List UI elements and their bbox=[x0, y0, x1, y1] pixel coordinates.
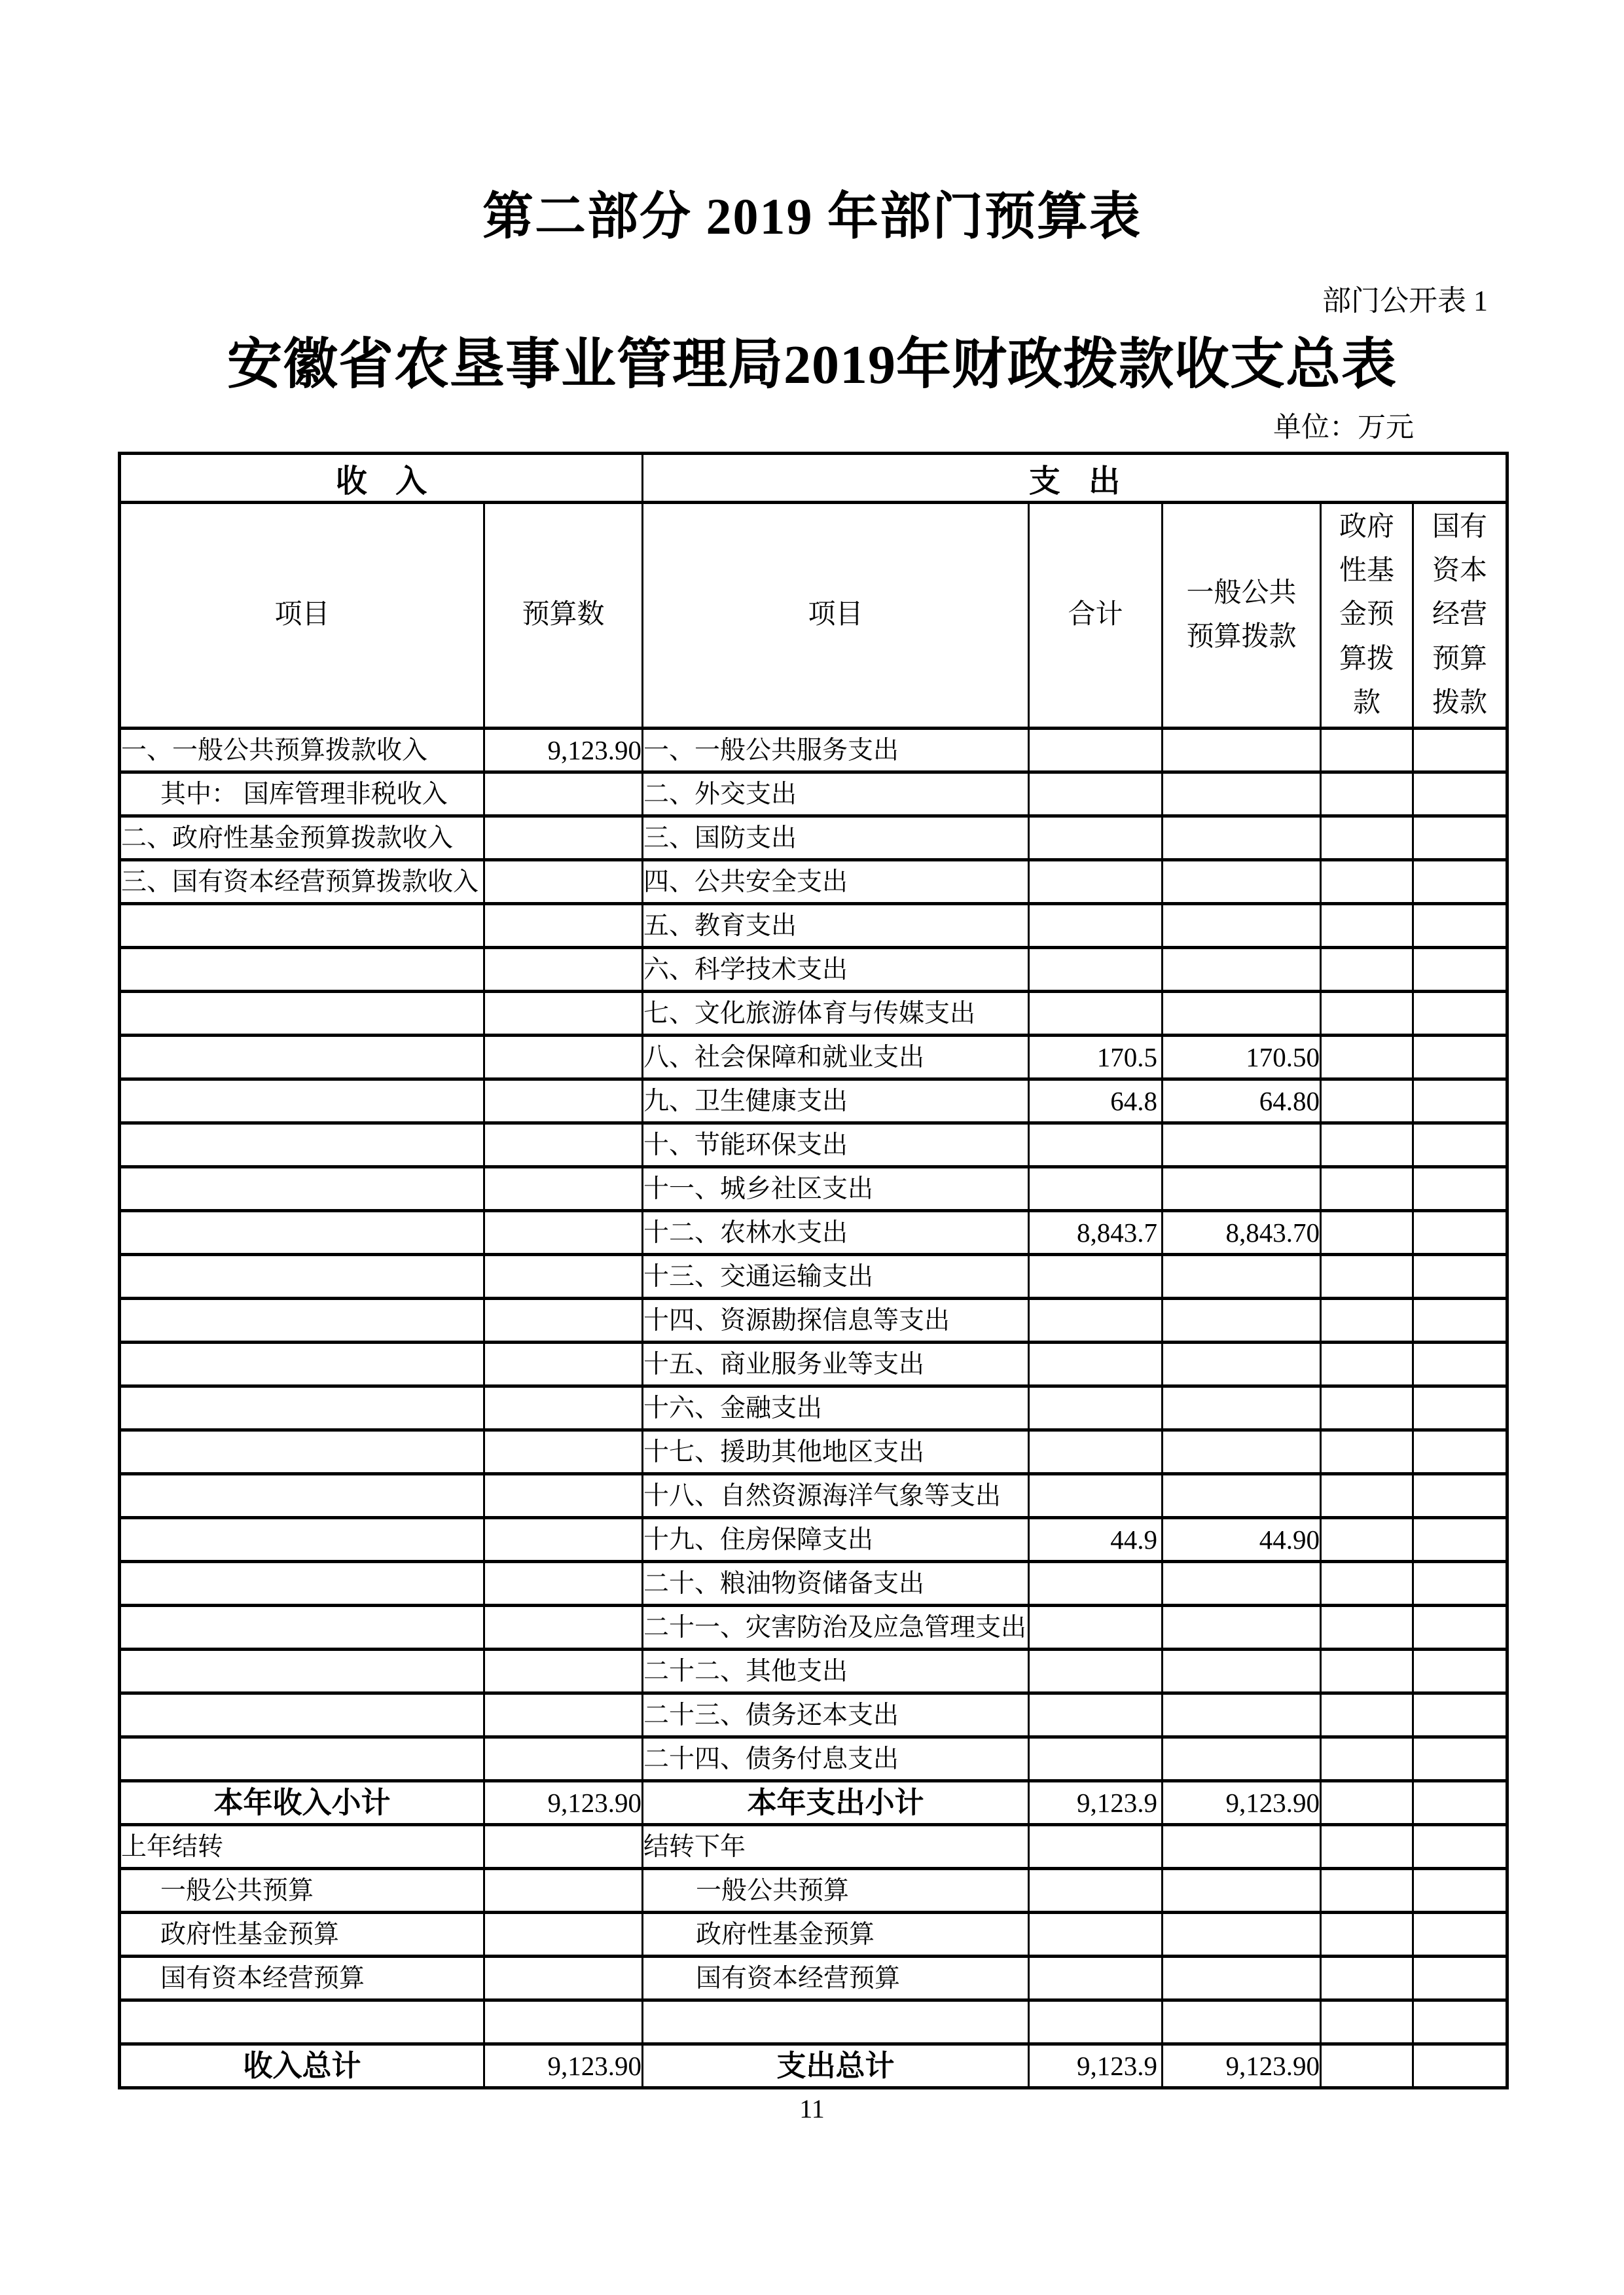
cell-expenditure-item: 十四、资源勘探信息等支出 bbox=[643, 1299, 1029, 1343]
cell-expenditure-item: 八、社会保障和就业支出 bbox=[643, 1036, 1029, 1079]
cell-income-item bbox=[120, 2000, 484, 2044]
cell-expenditure-item: 二十四、债务付息支出 bbox=[643, 1737, 1029, 1781]
cell-expenditure-total bbox=[1029, 772, 1163, 816]
cell-expenditure-total: 44.9 bbox=[1029, 1518, 1163, 1562]
cell-income-budget bbox=[484, 1825, 643, 1869]
cell-expenditure-gov-fund bbox=[1321, 1518, 1413, 1562]
cell-expenditure-item: 本年支出小计 bbox=[643, 1781, 1029, 1825]
cell-expenditure-total bbox=[1029, 1255, 1163, 1299]
group-header-row bbox=[120, 454, 1507, 503]
column-header-state-capital-budget: 国有资本经营预算拨款 bbox=[1413, 503, 1507, 729]
cell-expenditure-item: 五、教育支出 bbox=[643, 904, 1029, 948]
cell-expenditure-gov-fund bbox=[1321, 1913, 1413, 1957]
form-label: 部门公开表 1 bbox=[1322, 285, 1488, 317]
cell-expenditure-gov-fund bbox=[1321, 860, 1413, 904]
cell-expenditure-gov-fund bbox=[1321, 1123, 1413, 1167]
cell-expenditure-state-capital bbox=[1413, 1781, 1507, 1825]
table-row bbox=[120, 1430, 1507, 1474]
page-title: 安徽省农垦事业管理局2019年财政拨款收支总表 bbox=[226, 334, 1397, 395]
cell-expenditure-total bbox=[1029, 1299, 1163, 1343]
cell-income-item bbox=[120, 1255, 484, 1299]
cell-expenditure-total bbox=[1029, 1562, 1163, 1606]
cell-income-budget bbox=[484, 904, 643, 948]
cell-income-budget bbox=[484, 1386, 643, 1430]
cell-expenditure-total bbox=[1029, 1606, 1163, 1650]
cell-income-item bbox=[120, 948, 484, 992]
cell-expenditure-general-public bbox=[1163, 816, 1321, 860]
table-row bbox=[120, 1913, 1507, 1957]
cell-expenditure-total: 8,843.7 bbox=[1029, 1211, 1163, 1255]
cell-expenditure-state-capital bbox=[1413, 772, 1507, 816]
cell-income-item bbox=[120, 1518, 484, 1562]
cell-expenditure-state-capital bbox=[1413, 904, 1507, 948]
cell-expenditure-general-public bbox=[1163, 1299, 1321, 1343]
cell-expenditure-general-public bbox=[1163, 860, 1321, 904]
table-row bbox=[120, 1957, 1507, 2000]
cell-income-budget bbox=[484, 1650, 643, 1693]
cell-income-budget bbox=[484, 948, 643, 992]
table-row bbox=[120, 1737, 1507, 1781]
table-row bbox=[120, 772, 1507, 816]
cell-expenditure-item: 一般公共预算 bbox=[643, 1869, 1029, 1913]
cell-expenditure-state-capital bbox=[1413, 1386, 1507, 1430]
cell-expenditure-total bbox=[1029, 729, 1163, 772]
cell-expenditure-item: 二、外交支出 bbox=[643, 772, 1029, 816]
cell-income-budget bbox=[484, 816, 643, 860]
cell-expenditure-state-capital bbox=[1413, 1650, 1507, 1693]
cell-income-budget bbox=[484, 1255, 643, 1299]
cell-expenditure-item: 十七、援助其他地区支出 bbox=[643, 1430, 1029, 1474]
cell-expenditure-state-capital bbox=[1413, 1430, 1507, 1474]
table-row bbox=[120, 1167, 1507, 1211]
cell-income-budget bbox=[484, 1079, 643, 1123]
cell-expenditure-state-capital bbox=[1413, 1737, 1507, 1781]
cell-expenditure-total bbox=[1029, 816, 1163, 860]
cell-income-budget: 9,123.90 bbox=[484, 1781, 643, 1825]
cell-income-budget bbox=[484, 1737, 643, 1781]
cell-income-item: 政府性基金预算 bbox=[120, 1913, 484, 1957]
cell-income-item: 一、一般公共预算拨款收入 bbox=[120, 729, 484, 772]
cell-expenditure-general-public bbox=[1163, 1825, 1321, 1869]
cell-expenditure-item: 十八、自然资源海洋气象等支出 bbox=[643, 1474, 1029, 1518]
cell-income-item bbox=[120, 1036, 484, 1079]
cell-expenditure-item: 十五、商业服务业等支出 bbox=[643, 1343, 1029, 1386]
cell-income-budget bbox=[484, 1693, 643, 1737]
cell-expenditure-total bbox=[1029, 1957, 1163, 2000]
cell-income-item bbox=[120, 1737, 484, 1781]
cell-income-item: 国有资本经营预算 bbox=[120, 1957, 484, 2000]
cell-income-item: 上年结转 bbox=[120, 1825, 484, 1869]
cell-expenditure-general-public bbox=[1163, 904, 1321, 948]
cell-expenditure-total bbox=[1029, 1825, 1163, 1869]
cell-income-item bbox=[120, 904, 484, 948]
cell-expenditure-item: 十九、住房保障支出 bbox=[643, 1518, 1029, 1562]
cell-income-item bbox=[120, 1562, 484, 1606]
table-row bbox=[120, 1343, 1507, 1386]
cell-income-item bbox=[120, 1606, 484, 1650]
cell-expenditure-gov-fund bbox=[1321, 2000, 1413, 2044]
table-row bbox=[120, 1386, 1507, 1430]
cell-income-budget bbox=[484, 860, 643, 904]
table-row bbox=[120, 1825, 1507, 1869]
cell-expenditure-item: 政府性基金预算 bbox=[643, 1913, 1029, 1957]
cell-expenditure-gov-fund bbox=[1321, 948, 1413, 992]
group-header-expenditure: 支出 bbox=[643, 454, 1507, 503]
cell-expenditure-total bbox=[1029, 2000, 1163, 2044]
cell-expenditure-gov-fund bbox=[1321, 1606, 1413, 1650]
table-body bbox=[120, 729, 1507, 2088]
cell-income-budget bbox=[484, 1957, 643, 2000]
cell-income-item bbox=[120, 1123, 484, 1167]
cell-expenditure-total bbox=[1029, 1650, 1163, 1693]
cell-expenditure-item: 七、文化旅游体育与传媒支出 bbox=[643, 992, 1029, 1036]
cell-expenditure-item: 六、科学技术支出 bbox=[643, 948, 1029, 992]
cell-income-item bbox=[120, 992, 484, 1036]
column-header-expenditure-item: 项目 bbox=[643, 503, 1029, 729]
cell-expenditure-state-capital bbox=[1413, 1167, 1507, 1211]
table-row bbox=[120, 1079, 1507, 1123]
cell-expenditure-gov-fund bbox=[1321, 1430, 1413, 1474]
cell-income-budget bbox=[484, 992, 643, 1036]
cell-expenditure-gov-fund bbox=[1321, 1693, 1413, 1737]
cell-expenditure-general-public: 8,843.70 bbox=[1163, 1211, 1321, 1255]
table-row bbox=[120, 1123, 1507, 1167]
cell-expenditure-state-capital bbox=[1413, 1299, 1507, 1343]
cell-expenditure-general-public bbox=[1163, 729, 1321, 772]
cell-income-item: 二、政府性基金预算拨款收入 bbox=[120, 816, 484, 860]
cell-expenditure-gov-fund bbox=[1321, 772, 1413, 816]
cell-income-budget bbox=[484, 1123, 643, 1167]
cell-expenditure-gov-fund bbox=[1321, 1737, 1413, 1781]
cell-income-budget bbox=[484, 1299, 643, 1343]
cell-expenditure-total bbox=[1029, 1167, 1163, 1211]
cell-expenditure-general-public: 9,123.90 bbox=[1163, 1781, 1321, 1825]
unit-note: 单位：万元 bbox=[1273, 412, 1414, 443]
cell-expenditure-state-capital bbox=[1413, 860, 1507, 904]
cell-expenditure-general-public bbox=[1163, 1650, 1321, 1693]
cell-expenditure-state-capital bbox=[1413, 729, 1507, 772]
cell-expenditure-gov-fund bbox=[1321, 1474, 1413, 1518]
cell-expenditure-item: 十六、金融支出 bbox=[643, 1386, 1029, 1430]
cell-expenditure-gov-fund bbox=[1321, 1650, 1413, 1693]
cell-expenditure-general-public bbox=[1163, 1255, 1321, 1299]
table-row bbox=[120, 1255, 1507, 1299]
page-number: 11 bbox=[799, 2094, 825, 2123]
cell-expenditure-general-public: 64.80 bbox=[1163, 1079, 1321, 1123]
cell-expenditure-total bbox=[1029, 948, 1163, 992]
cell-expenditure-item: 结转下年 bbox=[643, 1825, 1029, 1869]
cell-expenditure-total bbox=[1029, 1474, 1163, 1518]
table-row bbox=[120, 992, 1507, 1036]
cell-expenditure-total bbox=[1029, 1430, 1163, 1474]
cell-income-item bbox=[120, 1693, 484, 1737]
cell-expenditure-state-capital bbox=[1413, 2044, 1507, 2088]
cell-expenditure-state-capital bbox=[1413, 1518, 1507, 1562]
cell-expenditure-gov-fund bbox=[1321, 1825, 1413, 1869]
cell-expenditure-gov-fund bbox=[1321, 1299, 1413, 1343]
cell-expenditure-state-capital bbox=[1413, 1869, 1507, 1913]
cell-expenditure-state-capital bbox=[1413, 992, 1507, 1036]
cell-expenditure-gov-fund bbox=[1321, 1869, 1413, 1913]
cell-expenditure-gov-fund bbox=[1321, 992, 1413, 1036]
cell-expenditure-general-public bbox=[1163, 1343, 1321, 1386]
cell-expenditure-general-public bbox=[1163, 1562, 1321, 1606]
cell-expenditure-gov-fund bbox=[1321, 1386, 1413, 1430]
cell-expenditure-total bbox=[1029, 1123, 1163, 1167]
cell-income-budget bbox=[484, 1913, 643, 1957]
cell-expenditure-state-capital bbox=[1413, 1693, 1507, 1737]
table-row bbox=[120, 1518, 1507, 1562]
cell-income-item bbox=[120, 1430, 484, 1474]
cell-expenditure-total bbox=[1029, 992, 1163, 1036]
cell-expenditure-general-public: 170.50 bbox=[1163, 1036, 1321, 1079]
cell-expenditure-total: 64.8 bbox=[1029, 1079, 1163, 1123]
cell-income-budget bbox=[484, 2000, 643, 2044]
table-row bbox=[120, 729, 1507, 772]
table-row bbox=[120, 948, 1507, 992]
cell-expenditure-general-public bbox=[1163, 1606, 1321, 1650]
cell-expenditure-item: 十一、城乡社区支出 bbox=[643, 1167, 1029, 1211]
cell-expenditure-general-public bbox=[1163, 1430, 1321, 1474]
cell-income-budget bbox=[484, 1167, 643, 1211]
cell-expenditure-general-public bbox=[1163, 1737, 1321, 1781]
table-header bbox=[120, 454, 1507, 729]
cell-expenditure-gov-fund bbox=[1321, 1562, 1413, 1606]
cell-expenditure-state-capital bbox=[1413, 1606, 1507, 1650]
table-row bbox=[120, 2000, 1507, 2044]
cell-expenditure-item: 国有资本经营预算 bbox=[643, 1957, 1029, 2000]
cell-income-item bbox=[120, 1079, 484, 1123]
cell-expenditure-gov-fund bbox=[1321, 729, 1413, 772]
section-title: 第二部分 2019 年部门预算表 bbox=[482, 188, 1142, 245]
cell-expenditure-state-capital bbox=[1413, 1913, 1507, 1957]
cell-income-item: 一般公共预算 bbox=[120, 1869, 484, 1913]
cell-income-item bbox=[120, 1299, 484, 1343]
cell-income-item: 其中： 国库管理非税收入 bbox=[120, 772, 484, 816]
cell-expenditure-item bbox=[643, 2000, 1029, 2044]
column-header-government-fund-budget: 政府性基金预算拨款 bbox=[1321, 503, 1413, 729]
cell-expenditure-total bbox=[1029, 1693, 1163, 1737]
cell-income-budget bbox=[484, 772, 643, 816]
cell-expenditure-total bbox=[1029, 1737, 1163, 1781]
cell-expenditure-general-public: 44.90 bbox=[1163, 1518, 1321, 1562]
table-row bbox=[120, 1299, 1507, 1343]
cell-expenditure-state-capital bbox=[1413, 1211, 1507, 1255]
cell-expenditure-gov-fund bbox=[1321, 904, 1413, 948]
table-row bbox=[120, 1869, 1507, 1913]
cell-expenditure-general-public bbox=[1163, 1386, 1321, 1430]
table-row bbox=[120, 1650, 1507, 1693]
cell-expenditure-state-capital bbox=[1413, 1123, 1507, 1167]
table-row bbox=[120, 1606, 1507, 1650]
group-header-income: 收入 bbox=[120, 454, 643, 503]
cell-expenditure-item: 十三、交通运输支出 bbox=[643, 1255, 1029, 1299]
table-row bbox=[120, 1211, 1507, 1255]
cell-expenditure-state-capital bbox=[1413, 1474, 1507, 1518]
cell-income-budget: 9,123.90 bbox=[484, 2044, 643, 2088]
cell-income-budget bbox=[484, 1343, 643, 1386]
cell-expenditure-general-public bbox=[1163, 1167, 1321, 1211]
cell-expenditure-general-public bbox=[1163, 772, 1321, 816]
column-header-general-public-budget: 一般公共预算拨款 bbox=[1163, 503, 1321, 729]
cell-expenditure-general-public bbox=[1163, 1474, 1321, 1518]
cell-expenditure-item: 三、国防支出 bbox=[643, 816, 1029, 860]
cell-expenditure-total bbox=[1029, 1869, 1163, 1913]
cell-expenditure-general-public bbox=[1163, 1957, 1321, 2000]
cell-income-budget bbox=[484, 1430, 643, 1474]
table-row bbox=[120, 1474, 1507, 1518]
cell-income-item bbox=[120, 1343, 484, 1386]
cell-expenditure-state-capital bbox=[1413, 1957, 1507, 2000]
cell-expenditure-total: 9,123.9 bbox=[1029, 1781, 1163, 1825]
cell-expenditure-item: 十二、农林水支出 bbox=[643, 1211, 1029, 1255]
budget-table bbox=[118, 452, 1509, 2089]
cell-expenditure-general-public bbox=[1163, 1913, 1321, 1957]
table-row bbox=[120, 1781, 1507, 1825]
cell-expenditure-gov-fund bbox=[1321, 1211, 1413, 1255]
column-header-income-budget: 预算数 bbox=[484, 503, 643, 729]
column-header-income-item: 项目 bbox=[120, 503, 484, 729]
cell-expenditure-general-public bbox=[1163, 1693, 1321, 1737]
cell-expenditure-item: 二十一、灾害防治及应急管理支出 bbox=[643, 1606, 1029, 1650]
cell-income-item: 本年收入小计 bbox=[120, 1781, 484, 1825]
cell-income-item bbox=[120, 1650, 484, 1693]
cell-expenditure-general-public bbox=[1163, 992, 1321, 1036]
cell-expenditure-total bbox=[1029, 1343, 1163, 1386]
cell-expenditure-total bbox=[1029, 1386, 1163, 1430]
cell-expenditure-gov-fund bbox=[1321, 1781, 1413, 1825]
cell-expenditure-state-capital bbox=[1413, 1079, 1507, 1123]
cell-income-budget bbox=[484, 1211, 643, 1255]
cell-expenditure-item: 支出总计 bbox=[643, 2044, 1029, 2088]
cell-expenditure-gov-fund bbox=[1321, 1255, 1413, 1299]
cell-expenditure-general-public bbox=[1163, 1123, 1321, 1167]
cell-expenditure-state-capital bbox=[1413, 1825, 1507, 1869]
cell-expenditure-state-capital bbox=[1413, 948, 1507, 992]
cell-income-budget bbox=[484, 1474, 643, 1518]
table-row bbox=[120, 1562, 1507, 1606]
table-row bbox=[120, 904, 1507, 948]
cell-income-budget bbox=[484, 1036, 643, 1079]
column-header-row bbox=[120, 503, 1507, 729]
cell-expenditure-state-capital bbox=[1413, 2000, 1507, 2044]
cell-expenditure-gov-fund bbox=[1321, 1036, 1413, 1079]
cell-expenditure-general-public: 9,123.90 bbox=[1163, 2044, 1321, 2088]
cell-income-item bbox=[120, 1211, 484, 1255]
cell-expenditure-total bbox=[1029, 1913, 1163, 1957]
cell-expenditure-gov-fund bbox=[1321, 1957, 1413, 2000]
cell-expenditure-item: 二十二、其他支出 bbox=[643, 1650, 1029, 1693]
cell-income-budget bbox=[484, 1869, 643, 1913]
cell-expenditure-gov-fund bbox=[1321, 1079, 1413, 1123]
cell-income-budget: 9,123.90 bbox=[484, 729, 643, 772]
cell-expenditure-total bbox=[1029, 904, 1163, 948]
cell-expenditure-item: 二十三、债务还本支出 bbox=[643, 1693, 1029, 1737]
cell-income-budget bbox=[484, 1518, 643, 1562]
cell-income-item: 收入总计 bbox=[120, 2044, 484, 2088]
table-row bbox=[120, 860, 1507, 904]
column-header-total: 合计 bbox=[1029, 503, 1163, 729]
cell-expenditure-gov-fund bbox=[1321, 2044, 1413, 2088]
cell-income-budget bbox=[484, 1606, 643, 1650]
cell-expenditure-state-capital bbox=[1413, 1343, 1507, 1386]
cell-expenditure-gov-fund bbox=[1321, 1167, 1413, 1211]
cell-expenditure-item: 九、卫生健康支出 bbox=[643, 1079, 1029, 1123]
cell-expenditure-state-capital bbox=[1413, 1255, 1507, 1299]
cell-expenditure-total: 170.5 bbox=[1029, 1036, 1163, 1079]
cell-expenditure-total bbox=[1029, 860, 1163, 904]
cell-expenditure-gov-fund bbox=[1321, 816, 1413, 860]
cell-income-item bbox=[120, 1474, 484, 1518]
cell-expenditure-state-capital bbox=[1413, 1562, 1507, 1606]
cell-expenditure-gov-fund bbox=[1321, 1343, 1413, 1386]
cell-expenditure-total: 9,123.9 bbox=[1029, 2044, 1163, 2088]
cell-expenditure-general-public bbox=[1163, 948, 1321, 992]
cell-income-budget bbox=[484, 1562, 643, 1606]
cell-income-item bbox=[120, 1167, 484, 1211]
cell-expenditure-item: 四、公共安全支出 bbox=[643, 860, 1029, 904]
cell-expenditure-state-capital bbox=[1413, 1036, 1507, 1079]
table-row bbox=[120, 1693, 1507, 1737]
cell-income-item: 三、国有资本经营预算拨款收入 bbox=[120, 860, 484, 904]
cell-expenditure-general-public bbox=[1163, 1869, 1321, 1913]
table-row bbox=[120, 816, 1507, 860]
cell-expenditure-item: 二十、粮油物资储备支出 bbox=[643, 1562, 1029, 1606]
table-row bbox=[120, 1036, 1507, 1079]
table-row bbox=[120, 2044, 1507, 2088]
cell-expenditure-item: 一、一般公共服务支出 bbox=[643, 729, 1029, 772]
cell-income-item bbox=[120, 1386, 484, 1430]
cell-expenditure-state-capital bbox=[1413, 816, 1507, 860]
cell-expenditure-item: 十、节能环保支出 bbox=[643, 1123, 1029, 1167]
cell-expenditure-general-public bbox=[1163, 2000, 1321, 2044]
